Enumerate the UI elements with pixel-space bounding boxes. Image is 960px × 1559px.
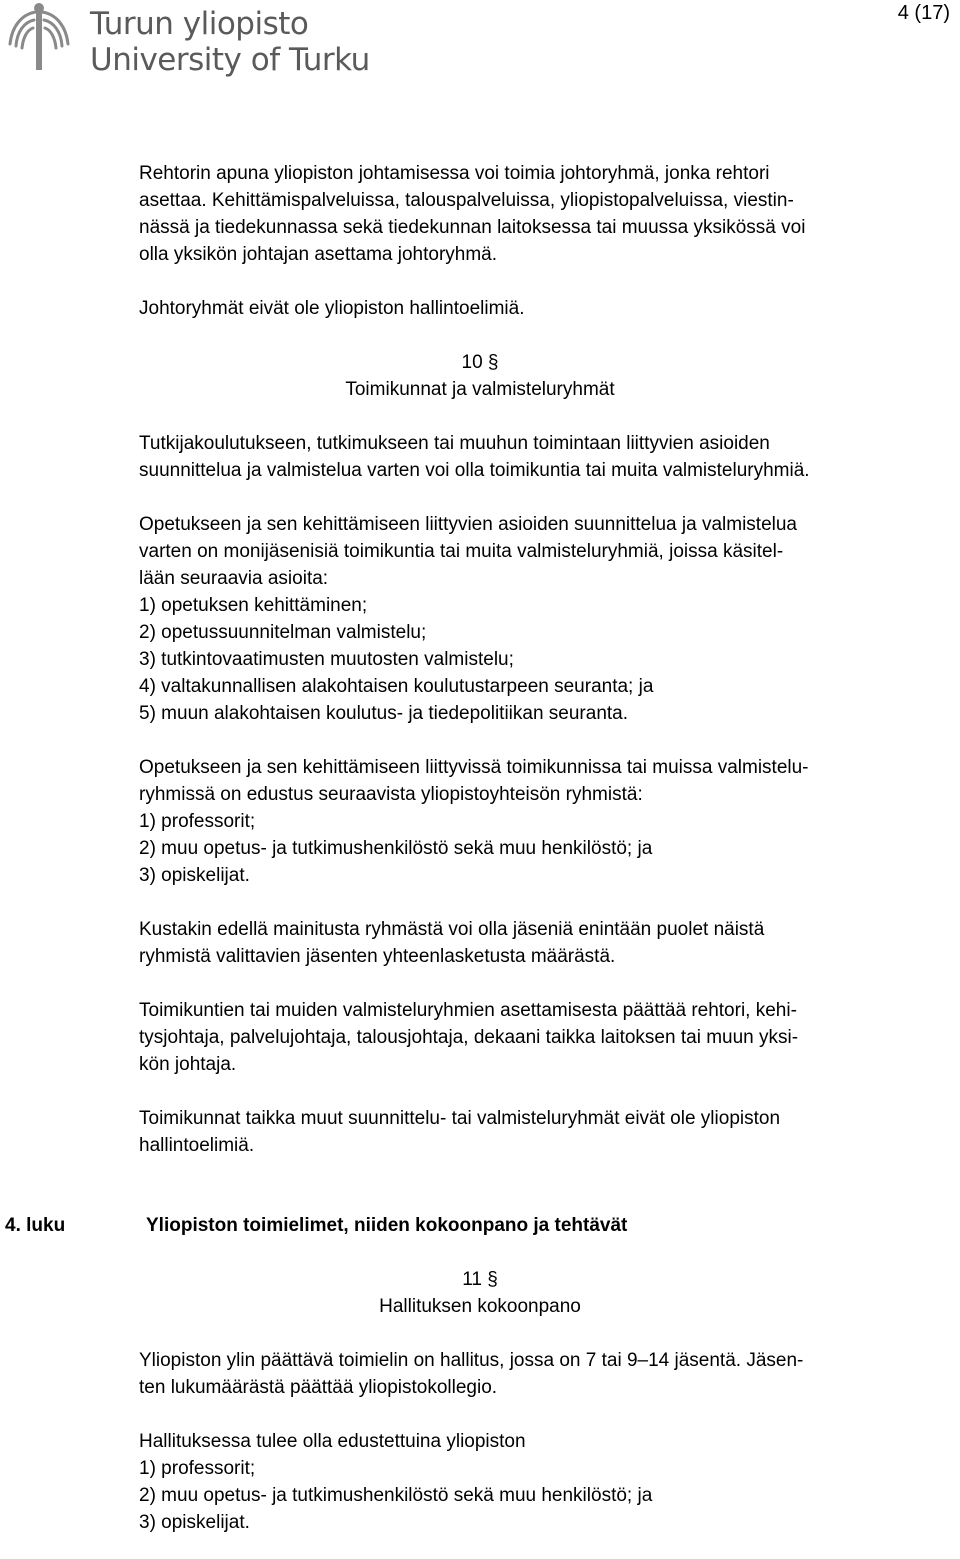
- logo-line-finnish: Turun yliopisto: [90, 6, 309, 42]
- text-line: nässä ja tiedekunnassa sekä tiedekunnan laitoksessa tai muussa yksikössä voi: [139, 217, 806, 238]
- list-item: 1) professorit;: [139, 811, 256, 832]
- text-line: Kustakin edellä mainitusta ryhmästä voi olla jäseniä enintään puolet näistä: [139, 919, 765, 940]
- page-header: [0, 0, 960, 90]
- list-item: 4) valtakunnallisen alakohtaisen koulutustarpeen seuranta; ja: [139, 676, 654, 697]
- list-item: 2) opetussuunnitelman valmistelu;: [139, 622, 427, 643]
- section-10-title: Toimikunnat ja valmisteluryhmät: [345, 379, 615, 400]
- text-line: Tutkijakoulutukseen, tutkimukseen tai muuhun toimintaan liittyvien asioiden: [139, 433, 770, 454]
- chapter-title: Yliopiston toimielimet, niiden kokoonpano ja tehtävät: [146, 1215, 628, 1236]
- list-item: 5) muun alakohtaisen koulutus- ja tiedepolitiikan seuranta.: [139, 703, 629, 724]
- list-item: 3) opiskelijat.: [139, 1512, 250, 1533]
- list-item: 3) tutkintovaatimusten muutosten valmistelu;: [139, 649, 514, 670]
- page-number: 4 (17): [897, 2, 950, 24]
- section-10-number: 10 §: [461, 352, 499, 373]
- paragraph-board-composition: [139, 1347, 939, 1401]
- text-line: varten on monijäsenisiä toimikuntia tai muita valmisteluryhmiä, joissa käsitel-: [139, 541, 784, 562]
- document-body: [5, 160, 939, 1536]
- text-line: Toimikunnat taikka muut suunnittelu- tai valmisteluryhmät eivät ole yliopiston: [139, 1108, 781, 1129]
- paragraph-committees-not-governing: [139, 1105, 939, 1159]
- text-line: tysjohtaja, palvelujohtaja, talousjohtaja, dekaani taikka laitoksen tai muun yksi-: [139, 1027, 799, 1048]
- text-line: ryhmistä valittavien jäsenten yhteenlasketusta määrästä.: [139, 946, 616, 967]
- university-emblem-icon: [0, 0, 78, 78]
- text-line: Opetukseen ja sen kehittämiseen liittyvien asioiden suunnittelua ja valmistelua: [139, 514, 797, 535]
- chapter-number: 4. luku: [5, 1215, 66, 1236]
- paragraph-committee-representation: [139, 754, 939, 889]
- text-line: Yliopiston ylin päättävä toimielin on hallitus, jossa on 7 tai 9–14 jäsentä. Jäsen-: [139, 1350, 804, 1371]
- list-item: 1) opetuksen kehittäminen;: [139, 595, 368, 616]
- text-line: asettaa. Kehittämispalveluissa, talouspalveluissa, yliopistopalveluissa, viestin-: [139, 190, 794, 211]
- text-line: Toimikuntien tai muiden valmisteluryhmien asettamisesta päättää rehtori, kehi-: [139, 1000, 797, 1021]
- text-line: lään seuraavia asioita:: [139, 568, 329, 589]
- list-item: 2) muu opetus- ja tutkimushenkilöstö sekä muu henkilöstö; ja: [139, 1485, 653, 1506]
- paragraph-not-governing-bodies: Johtoryhmät eivät ole yliopiston hallintoelimiä.: [139, 298, 525, 319]
- text-line: ten lukumäärästä päättää yliopistokollegio.: [139, 1377, 498, 1398]
- list-item: 2) muu opetus- ja tutkimushenkilöstö sekä muu henkilöstö; ja: [139, 838, 653, 859]
- paragraph-teaching-committees: [139, 511, 939, 727]
- paragraph-management-groups: [139, 160, 939, 268]
- text-line: Hallituksessa tulee olla edustettuina yliopiston: [139, 1431, 526, 1452]
- paragraph-appointment: [139, 997, 939, 1078]
- text-line: olla yksikön johtajan asettama johtoryhmä.: [139, 244, 498, 265]
- paragraph-board-representation: [139, 1428, 939, 1536]
- chapter-heading: [0, 1212, 939, 1239]
- paragraph-research-committees: [139, 430, 939, 484]
- paragraph-member-limit: [139, 916, 939, 970]
- text-line: Rehtorin apuna yliopiston johtamisessa voi toimia johtoryhmä, jonka rehtori: [139, 163, 770, 184]
- text-line: ryhmissä on edustus seuraavista yliopistoyhteisön ryhmistä:: [139, 784, 643, 805]
- university-wordmark: [90, 6, 370, 78]
- text-line: kön johtaja.: [139, 1054, 237, 1075]
- list-item: 1) professorit;: [139, 1458, 256, 1479]
- text-line: suunnittelua ja valmistelua varten voi olla toimikuntia tai muita valmisteluryhmiä.: [139, 460, 810, 481]
- list-item: 3) opiskelijat.: [139, 865, 250, 886]
- text-line: hallintoelimiä.: [139, 1135, 255, 1156]
- section-11-title: Hallituksen kokoonpano: [379, 1296, 581, 1317]
- logo-line-english: University of Turku: [90, 42, 370, 78]
- text-line: Opetukseen ja sen kehittämiseen liittyvissä toimikunnissa tai muissa valmistelu-: [139, 757, 809, 778]
- section-11-number: 11 §: [462, 1269, 498, 1290]
